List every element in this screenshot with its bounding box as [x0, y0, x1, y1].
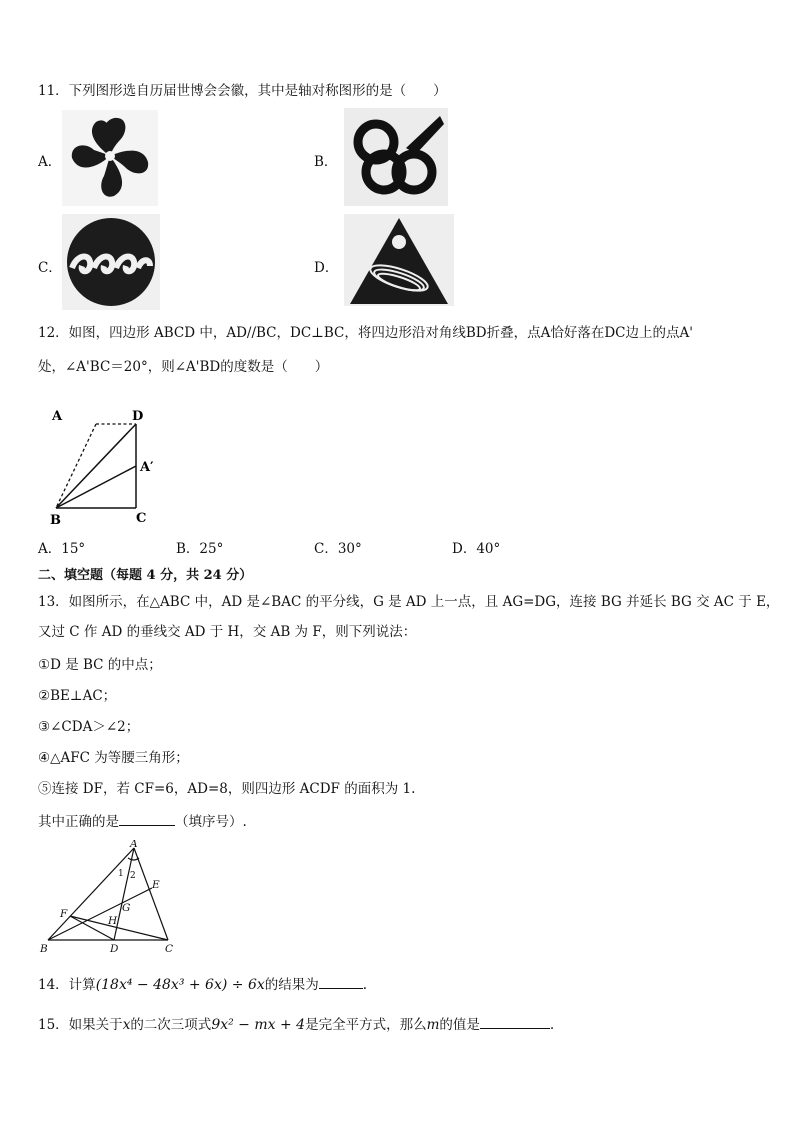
q13-line1: 13．如图所示，在△ABC 中，AD 是∠BAC 的平分线，G 是 AD 上一点，且 AG=DG，连接 BG 并延长 BG 交 AC 于 E，	[38, 594, 780, 610]
q15-suffix: 的值是	[439, 1017, 480, 1033]
q13-line2: 又过 C 作 AD 的垂线交 AD 于 H，交 AB 为 F，则下列说法：	[38, 624, 417, 640]
label-h: H	[108, 915, 118, 927]
flower-emblem-image	[62, 110, 158, 206]
q15-answer-blank[interactable]	[480, 1014, 550, 1029]
q13-item-3: ③∠CDA＞∠2；	[38, 719, 140, 735]
label-angle-2: 2	[130, 871, 136, 881]
q12-quadrilateral-figure	[40, 400, 170, 530]
label-f: F	[60, 908, 68, 920]
q11-option-d: D．	[314, 260, 339, 276]
q13-answer-suffix: （填序号）.	[175, 814, 247, 830]
q14-line	[38, 974, 367, 994]
label-c: C	[165, 943, 174, 955]
label-d: D	[110, 943, 119, 955]
q15-prefix: 15．如果关于	[38, 1017, 123, 1033]
q12-choice-a: A．15°	[38, 541, 86, 557]
q14-end: .	[362, 977, 368, 993]
triangle-emblem-image	[344, 214, 454, 306]
wave-emblem-image	[62, 214, 160, 310]
q13-answer-line	[38, 811, 247, 831]
q13-triangle-figure	[38, 840, 188, 958]
q14-expression: (18x⁴ − 48x³ + 6x) ÷ 6x	[95, 977, 265, 993]
q12-choice-d: D．40°	[452, 541, 501, 557]
q14-suffix: 的结果为	[264, 977, 319, 993]
q11-stem: 11．下列图形选自历届世博会会徽，其中是轴对称图形的是（ ）	[38, 83, 447, 99]
label-e: E	[152, 879, 160, 891]
label-a-prime: A′	[140, 460, 154, 475]
q12-choice-c: C．30°	[314, 541, 362, 557]
q13-item-1: ①D 是 BC 的中点；	[38, 657, 162, 673]
q15-mid: 的二次三项式	[130, 1017, 212, 1033]
q14-answer-blank[interactable]	[319, 974, 363, 989]
q13-item-2: ②BE⊥AC；	[38, 688, 117, 704]
q14-prefix: 14．计算	[38, 977, 96, 993]
q13-item-5: ⑤连接 DF，若 CF=6，AD=8，则四边形 ACDF 的面积为 1.	[38, 781, 416, 797]
q15-line	[38, 1014, 554, 1034]
q15-end: .	[549, 1017, 555, 1033]
q11-option-b: B．	[314, 154, 338, 170]
label-c: C	[136, 511, 147, 526]
rings-emblem-image	[344, 108, 448, 206]
q12-line2: 处，∠A'BC＝20°，则∠A'BD的度数是（ ）	[38, 359, 329, 375]
q13-item-4: ④△AFC 为等腰三角形；	[38, 750, 189, 766]
label-a: A	[130, 840, 138, 850]
q15-mid2: 是完全平方式，那么	[305, 1017, 427, 1033]
q15-var-x: x	[122, 1017, 131, 1033]
q12-choice-b: B．25°	[176, 541, 224, 557]
q11-option-a: A．	[38, 154, 62, 170]
q15-var-m: m	[426, 1017, 440, 1033]
q12-line1: 12．如图，四边形 ABCD 中，AD//BC，DC⊥BC，将四边形沿对角线BD折叠，点A恰好落在DC边上的点A'	[38, 325, 693, 341]
label-d: D	[132, 409, 144, 424]
q13-answer-blank[interactable]	[119, 811, 175, 826]
label-b: B	[40, 943, 48, 955]
label-a: A	[52, 409, 63, 424]
label-angle-1: 1	[118, 869, 124, 879]
label-b: B	[50, 513, 61, 528]
section-heading: 二、填空题（每题 4 分，共 24 分）	[38, 568, 253, 583]
q15-expression: 9x² − mx + 4	[211, 1017, 306, 1033]
q13-answer-prefix: 其中正确的是	[38, 814, 119, 830]
label-g: G	[122, 902, 131, 914]
q11-option-c: C．	[38, 260, 62, 276]
